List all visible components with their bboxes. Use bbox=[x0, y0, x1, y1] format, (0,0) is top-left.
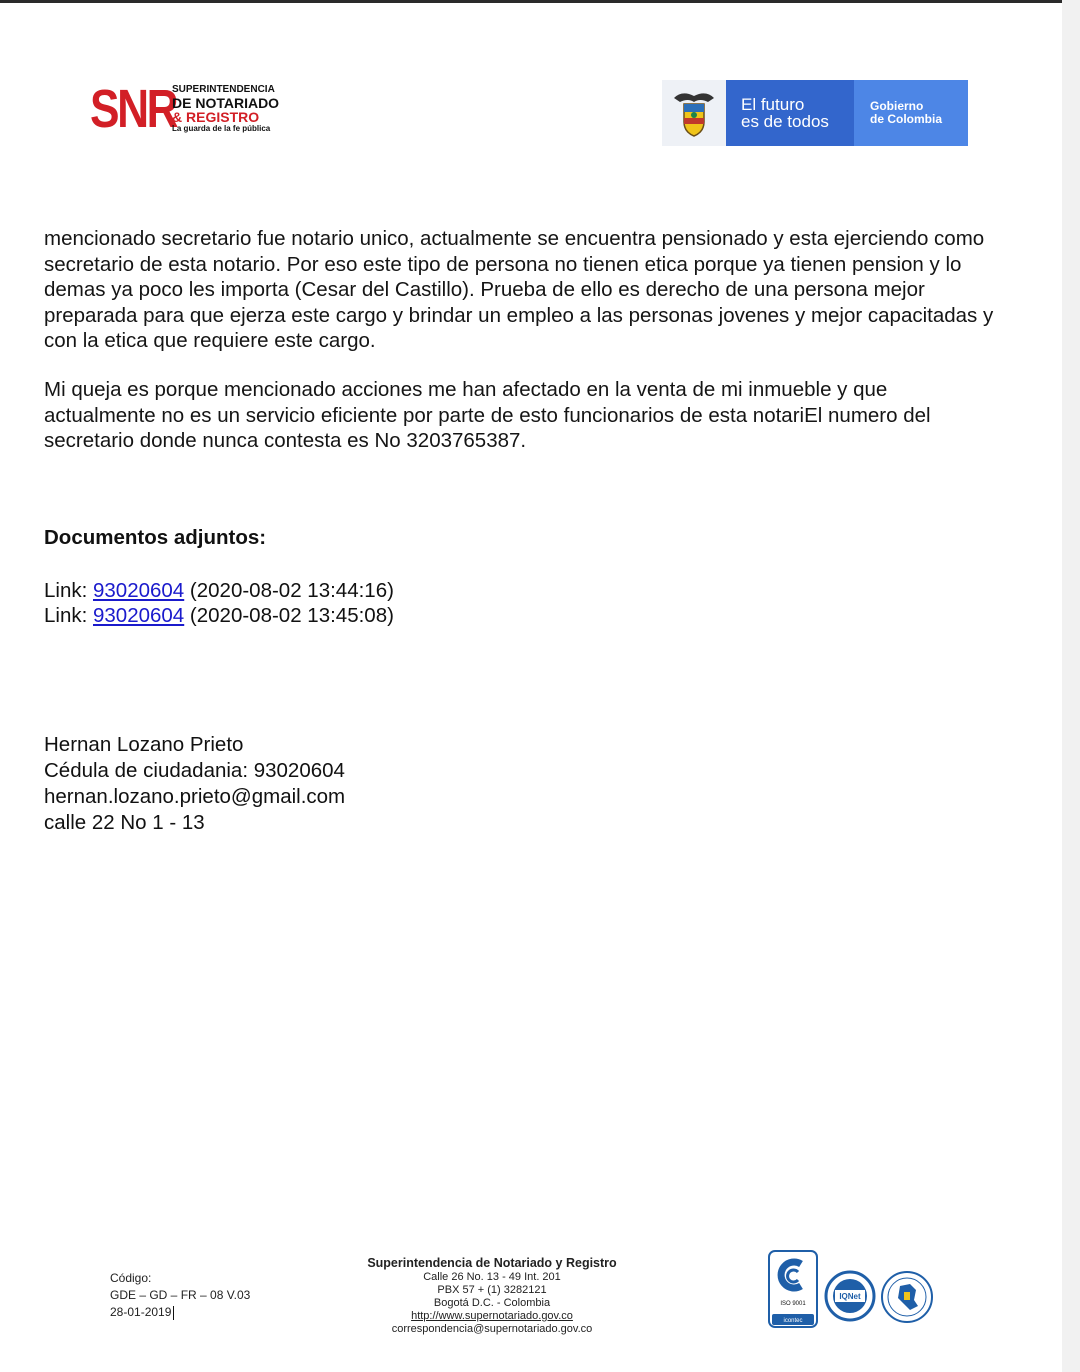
code-date: 28-01-2019 bbox=[110, 1305, 172, 1319]
org-phone: PBX 57 + (1) 3282121 bbox=[437, 1284, 547, 1296]
snr-logo-letters: SNR bbox=[90, 79, 177, 139]
org-name: Superintendencia de Notariado y Registro bbox=[367, 1256, 617, 1270]
org-contact-block bbox=[362, 1256, 622, 1336]
attachment-line bbox=[44, 603, 394, 629]
text-cursor bbox=[173, 1306, 174, 1320]
gov-name-line-1: Gobierno bbox=[870, 99, 924, 113]
complaint-paragraph-2: Mi queja es porque mencionado acciones me han afectado en la venta de mi inmueble y que actualmente no es un servicio eficiente por parte de esto funcionarios de esta notariEl numero del secretario donde nunca contesta es No 3203765387. bbox=[44, 378, 931, 453]
icontec-iso-caption: ISO 9001 bbox=[780, 1301, 806, 1307]
code-label: Código: bbox=[110, 1271, 152, 1285]
colombia-coat-of-arms-icon bbox=[662, 80, 726, 146]
gov-slogan-line-1: El futuro bbox=[741, 95, 805, 114]
gov-name bbox=[854, 80, 968, 146]
gov-name-line-2: de Colombia bbox=[870, 112, 943, 126]
org-website-link[interactable]: http://www.supernotariado.gov.co bbox=[411, 1310, 573, 1322]
gov-slogan-line-2: es de todos bbox=[741, 112, 829, 131]
snr-line-1: SUPERINTENDENCIA bbox=[172, 84, 275, 95]
attachment-timestamp: (2020-08-02 13:44:16) bbox=[184, 579, 394, 602]
gov-slogan bbox=[726, 80, 854, 146]
attachment-prefix: Link: bbox=[44, 579, 93, 602]
signer-name: Hernan Lozano Prieto bbox=[44, 733, 244, 756]
snr-line-3: & REGISTRO bbox=[172, 109, 260, 125]
gobierno-colombia-banner bbox=[662, 80, 968, 146]
org-email: correspondencia@supernotariado.gov.co bbox=[391, 1323, 593, 1335]
attachment-prefix: Link: bbox=[44, 604, 93, 627]
snr-tagline: La guarda de la fe pública bbox=[172, 124, 271, 133]
snr-line-2: DE NOTARIADO bbox=[172, 95, 280, 111]
org-city: Bogotá D.C. - Colombia bbox=[433, 1297, 551, 1309]
right-margin bbox=[1062, 0, 1080, 1372]
code-date-line bbox=[110, 1304, 250, 1321]
attachment-line bbox=[44, 578, 394, 604]
icontec-brand: icontec bbox=[783, 1318, 803, 1324]
signer-address: calle 22 No 1 - 13 bbox=[44, 811, 205, 834]
attachment-link[interactable]: 93020604 bbox=[93, 579, 185, 602]
attachment-timestamp: (2020-08-02 13:45:08) bbox=[184, 604, 394, 627]
snr-logo bbox=[90, 79, 290, 144]
code-value: GDE – GD – FR – 08 V.03 bbox=[110, 1288, 251, 1302]
org-address: Calle 26 No. 13 - 49 Int. 201 bbox=[423, 1271, 561, 1283]
attachments-heading: Documentos adjuntos: bbox=[44, 526, 267, 549]
icontec-logo-icon bbox=[768, 1250, 818, 1330]
iqnet-brand: IQNet bbox=[839, 1292, 861, 1301]
document-code-block bbox=[110, 1270, 250, 1321]
iqnet-logo-icon bbox=[824, 1270, 876, 1322]
complaint-paragraph-1: mencionado secretario fue notario unico, actualmente se encuentra pensionado y esta ejerciendo como secretario de esta notario. Por eso este tipo de persona no tienen etica porque ya tienen pension y lo demas ya poco les importa (Cesar del Castillo). Prueba de ello es derecho de una persona mejor preparada para que ejerza este cargo y brindar un empleo a las personas jovenes y mejor capacitadas y con la etica que requiere este cargo. bbox=[44, 227, 994, 353]
signer-email: hernan.lozano.prieto@gmail.com bbox=[44, 785, 346, 808]
colombia-map-seal-icon bbox=[880, 1270, 934, 1324]
snr-logo-text bbox=[172, 85, 279, 133]
attachment-link[interactable]: 93020604 bbox=[93, 604, 185, 627]
signer-id: Cédula de ciudadania: 93020604 bbox=[44, 759, 345, 782]
document-page bbox=[0, 3, 1062, 1372]
